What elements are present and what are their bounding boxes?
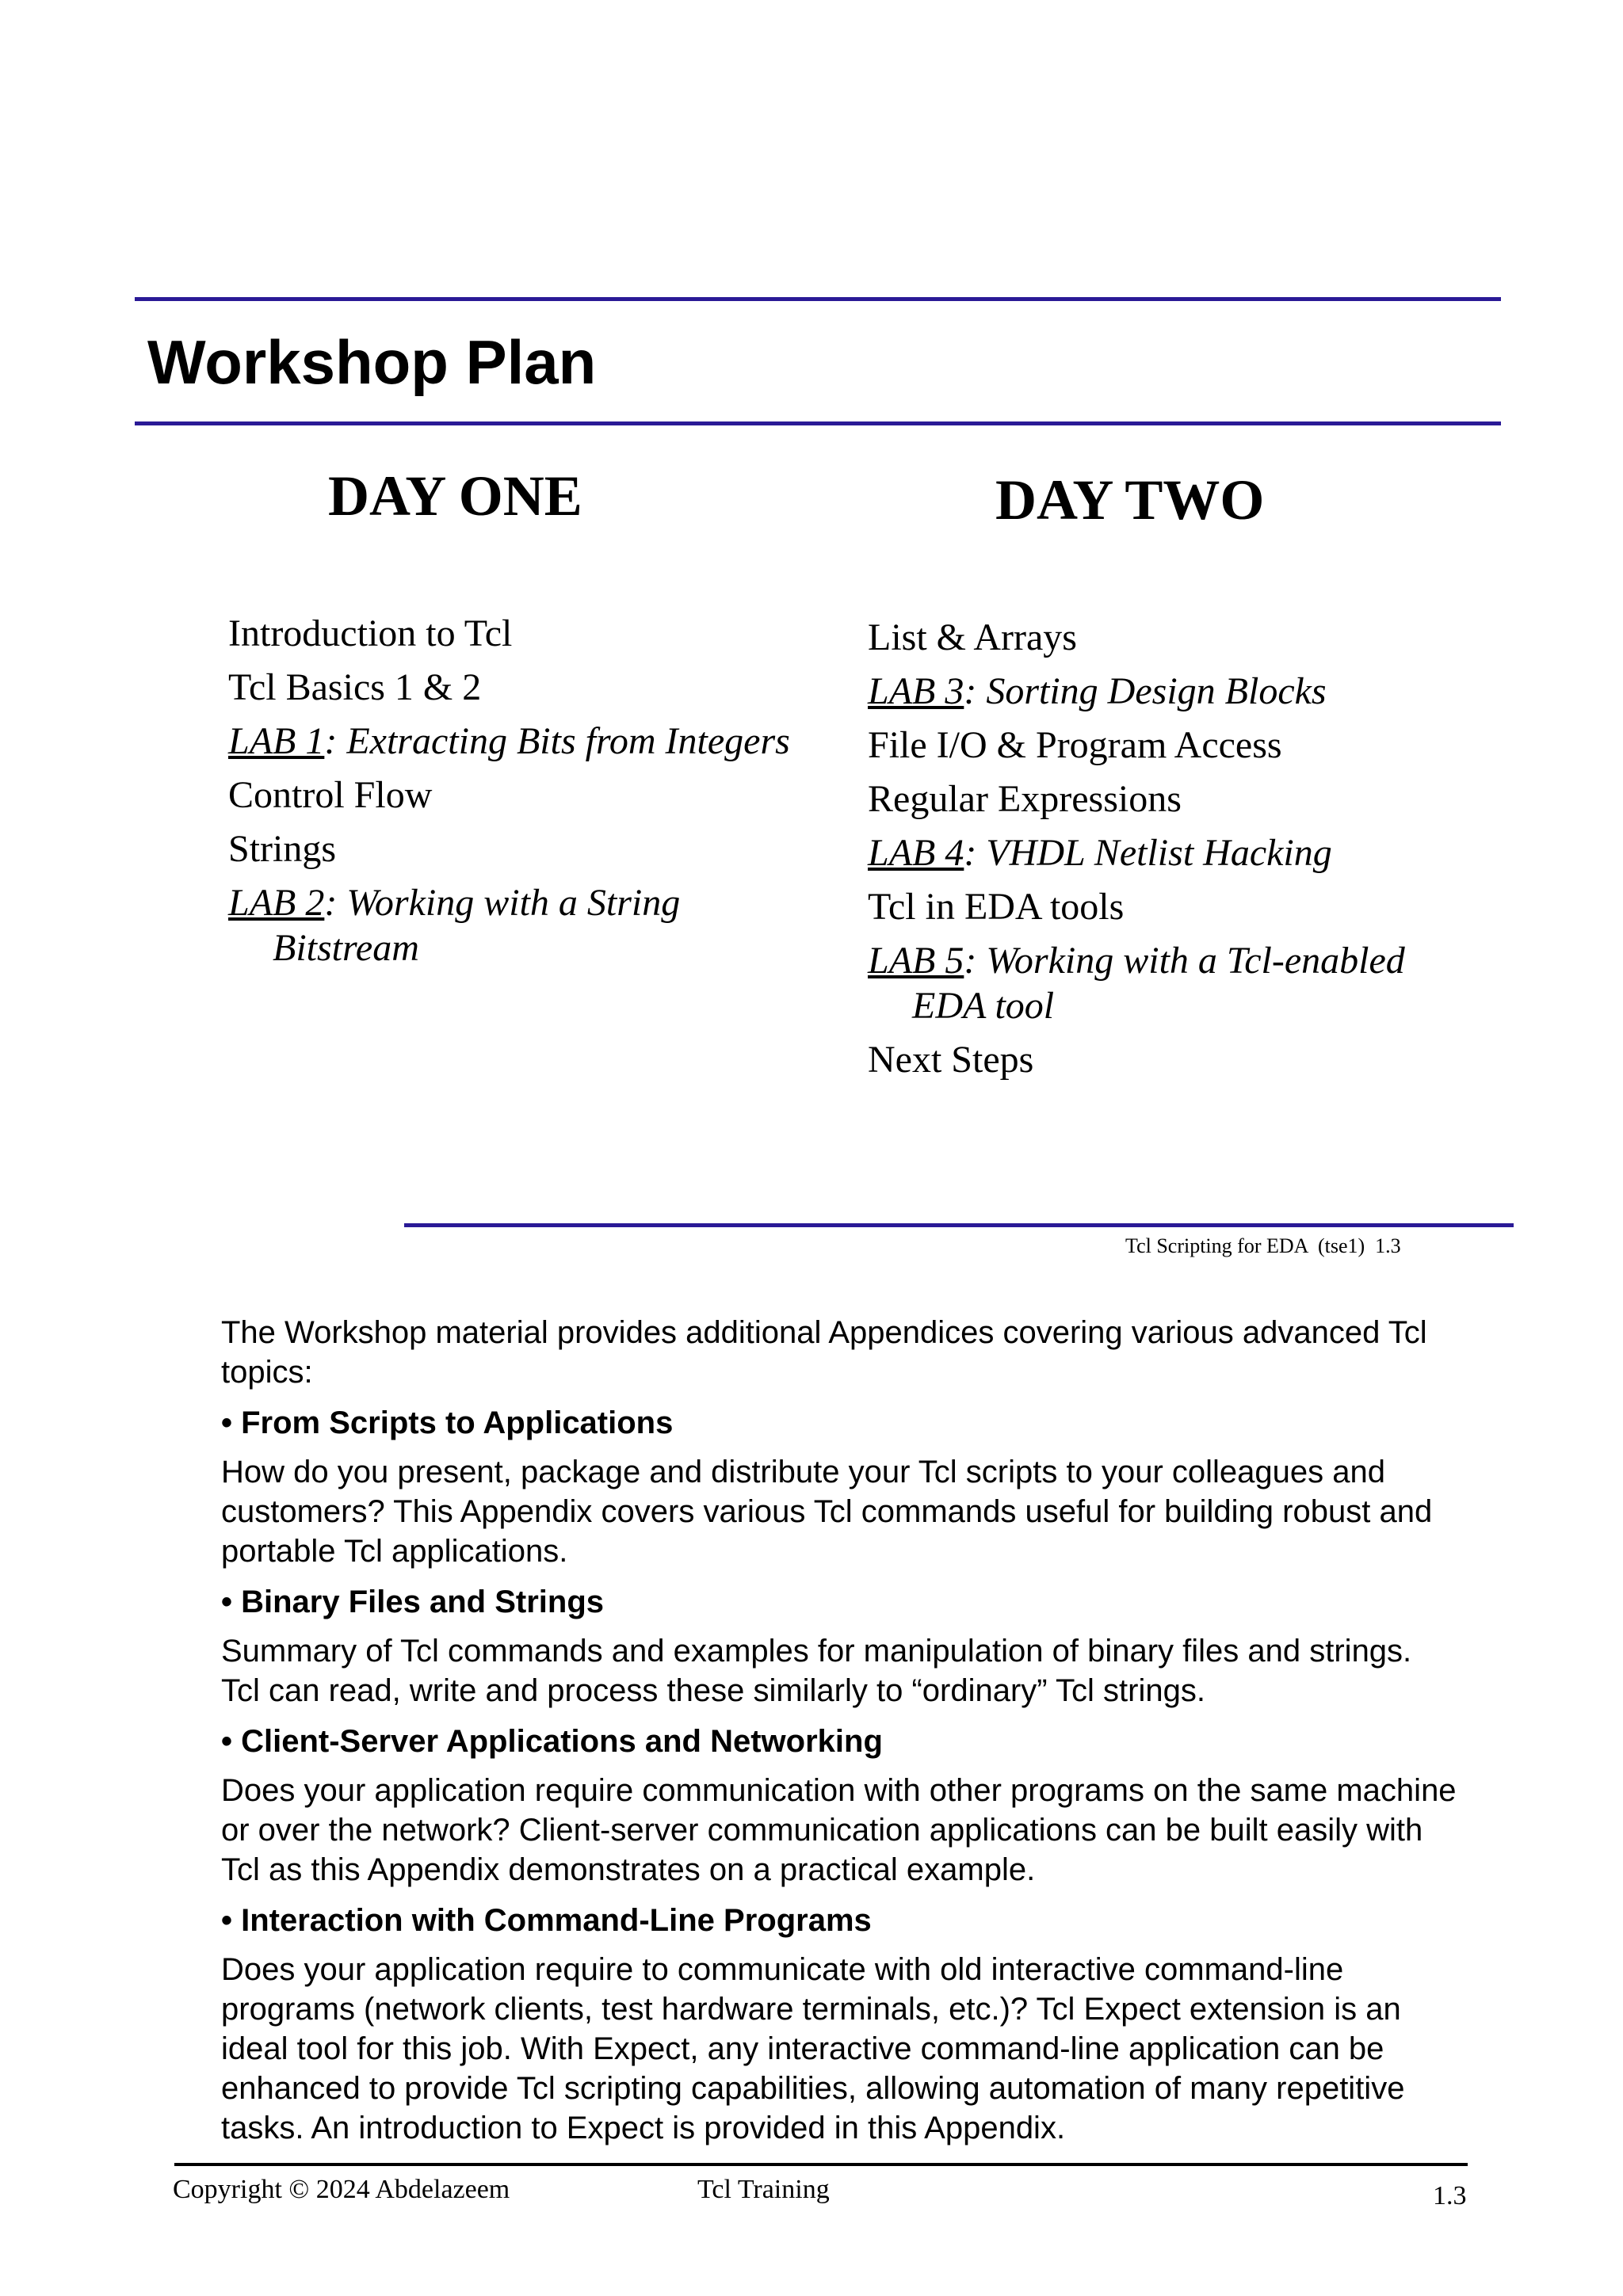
lab-id: LAB 4 bbox=[868, 832, 964, 874]
topic-item: Introduction to Tcl bbox=[228, 612, 513, 654]
footer-page-number: 1.3 bbox=[1433, 2181, 1467, 2210]
topic-item: File I/O & Program Access bbox=[868, 724, 1282, 766]
lab-id: LAB 5 bbox=[868, 940, 964, 982]
slide-caption: Tcl Scripting for EDA (tse1) 1.3 bbox=[1125, 1234, 1401, 1257]
lab-title: : Working with a Tcl-enabled EDA tool bbox=[912, 940, 1405, 1027]
lab-title: : Extracting Bits from Integers bbox=[324, 720, 790, 762]
day-two-list bbox=[868, 615, 1470, 1091]
appendix-title: • From Scripts to Applications bbox=[221, 1405, 674, 1440]
appendix-title: • Binary Files and Strings bbox=[221, 1585, 605, 1619]
footer-rule bbox=[174, 2163, 1468, 2166]
day-two-heading: DAY TWO bbox=[995, 468, 1265, 532]
footer-copyright: Copyright © 2024 Abdelazeem bbox=[173, 2175, 510, 2204]
appendix-description: How do you present, package and distribute your Tcl scripts to your colleagues and customers? This Appendix covers various Tcl commands useful for building robust and portable Tcl applications. bbox=[221, 1455, 1433, 1569]
appendix-description: Summary of Tcl commands and examples for manipulation of binary files and strings. Tcl can read, write and process these similarly to “ordinary” Tcl strings. bbox=[221, 1634, 1412, 1708]
lab-item bbox=[868, 669, 1470, 714]
lab-id: LAB 1 bbox=[228, 720, 325, 762]
lab-item bbox=[868, 830, 1470, 875]
notes-intro: The Workshop material provides additional Appendices covering various advanced Tcl topics: bbox=[221, 1315, 1427, 1390]
day-one-list bbox=[228, 611, 831, 979]
appendix-description: Does your application require to communicate with old interactive command-line programs (network clients, test hardware terminals, etc.)? Tcl Expect extension is an ideal tool for this job. With Expect, any interactive command-line application can be enhanced to provide Tcl scripting capabilities, allowing automation of many repetitive tasks. An introduction to Expect is provided in this Appendix. bbox=[221, 1952, 1405, 2145]
caption-rule bbox=[404, 1223, 1514, 1227]
notes-section bbox=[221, 1313, 1457, 2159]
title-top-rule bbox=[135, 297, 1501, 301]
lab-item bbox=[228, 880, 831, 971]
title-bottom-rule bbox=[135, 421, 1501, 425]
topic-item: Tcl in EDA tools bbox=[868, 886, 1125, 928]
topic-item: Regular Expressions bbox=[868, 778, 1182, 820]
lab-item bbox=[868, 938, 1470, 1028]
topic-item: List & Arrays bbox=[868, 616, 1077, 658]
topic-item: Tcl Basics 1 & 2 bbox=[228, 666, 482, 708]
appendix-description: Does your application require communication with other programs on the same machine or over the network? Client-server communication applications can be built easily with Tcl as this Appendix demonstrates on a practical example. bbox=[221, 1773, 1457, 1887]
lab-title: : VHDL Netlist Hacking bbox=[964, 832, 1332, 874]
topic-item: Control Flow bbox=[228, 774, 433, 816]
lab-title: : Working with a String Bitstream bbox=[273, 882, 681, 969]
topic-item: Strings bbox=[228, 828, 337, 870]
appendix-title: • Interaction with Command-Line Programs bbox=[221, 1903, 872, 1938]
lab-id: LAB 2 bbox=[228, 882, 325, 924]
appendix-title: • Client-Server Applications and Networking bbox=[221, 1724, 883, 1759]
day-one-heading: DAY ONE bbox=[328, 464, 582, 528]
lab-id: LAB 3 bbox=[868, 670, 964, 712]
topic-item: Next Steps bbox=[868, 1039, 1034, 1081]
slide-title: Workshop Plan bbox=[147, 327, 597, 397]
lab-title: : Sorting Design Blocks bbox=[964, 670, 1327, 712]
footer-training: Tcl Training bbox=[697, 2175, 830, 2204]
lab-item bbox=[228, 719, 831, 764]
